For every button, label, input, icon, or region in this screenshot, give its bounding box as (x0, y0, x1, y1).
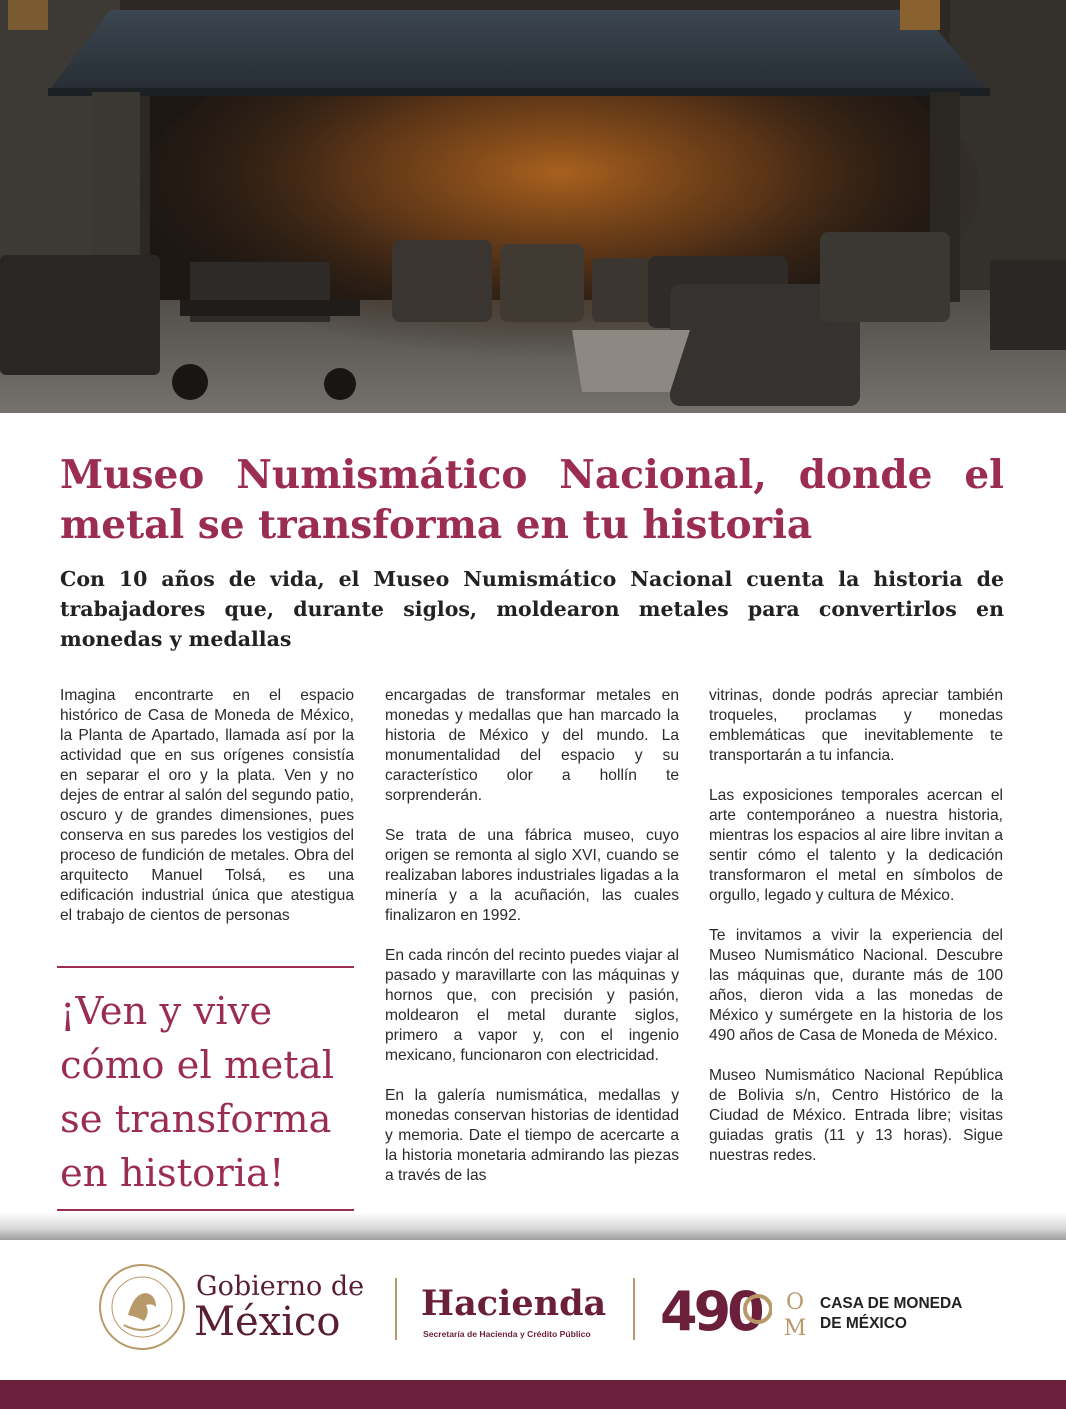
article-column-3 (709, 686, 1003, 1166)
casa-line-1: CASA DE MONEDA (820, 1295, 963, 1312)
divider-top (57, 966, 354, 968)
hero-photo (0, 0, 1066, 413)
paragraph: Imagina encontrarte en el espacio histórico de Casa de Moneda de México, la Planta de Apartado, llamada así por la actividad que en sus orígenes consistía en separar el oro y la plata. Ven y no dejes de entrar al salón del segundo patio, oscuro y de grandes dimensiones, pues conserva en sus paredes los vestigios del proceso de fundición de metales. Obra del arquitecto Manuel Tolsá, es una edificación industrial única que atestigua el trabajo de cientos de personas (60, 687, 354, 924)
paragraph: Se trata de una fábrica museo, cuyo origen se remonta al siglo XVI, cuando se realizaban labores industriales ligadas a la minería y a la acuñación, las cuales finalizaron en 1992. (385, 827, 679, 924)
anniversary-490-logo (660, 1276, 772, 1340)
paragraph: encargadas de transformar metales en monedas y medallas que han marcado la historia de México y del mundo. La monumentalidad del espacio y su característico olor a hollín te sorprenderán. (385, 687, 679, 804)
casa-de-moneda-logo (820, 1294, 962, 1334)
pull-quote: ¡Ven y vive cómo el metal se transforma en historia! (60, 989, 335, 1196)
logo-separator (633, 1278, 635, 1340)
paragraph: Te invitamos a vivir la experiencia del Museo Numismático Nacional. Descubre las máquinas que, durante más de 100 años, dieron vida a las monedas de México y sumérgete en la historia de los 490 años de Casa de Moneda de México. (709, 927, 1003, 1044)
paragraph: En cada rincón del recinto puedes viajar al pasado y maravillarte con las máquinas y hornos que, con precisión y pasión, moldearon el metal durante siglos, primero a vapor y, con el ingenio mexicano, funcionaron con electricidad. (385, 947, 679, 1064)
gobierno-logo-line2: México (194, 1299, 341, 1345)
logo-separator (395, 1278, 397, 1340)
paragraph: vitrinas, donde podrás apreciar también troqueles, proclamas y monedas emblemáticas que inevitablemente te transportarán a tu infancia. (709, 687, 1003, 764)
footer-bottom-bar (0, 1380, 1066, 1409)
divider-bottom (57, 1209, 354, 1211)
om-monogram-logo (780, 1284, 810, 1340)
paragraph: En la galería numismática, medallas y monedas conservan historias de identidad y memoria. Date el tiempo de acercarte a la historia monetaria admirando las piezas a través de las (385, 1087, 679, 1184)
article-column-1 (60, 686, 354, 926)
gobierno-logo-line1: Gobierno de (196, 1271, 365, 1302)
article-title: Museo Numismático Nacional, donde el metal se transforma en tu historia (60, 452, 1004, 548)
hacienda-logo-title: Hacienda (421, 1283, 607, 1324)
footer-fade (0, 1212, 1066, 1240)
om-monogram: O M (783, 1290, 807, 1340)
anniversary-number: 490 (660, 1280, 761, 1340)
casa-line-2: DE MÉXICO (820, 1315, 907, 1332)
hacienda-logo-subtitle: Secretaría de Hacienda y Crédito Público (423, 1329, 591, 1339)
paragraph: Las exposiciones temporales acercan el arte contemporáneo a nuestra historia, mientras los espacios al aire libre invitan a sentir cómo el talento y la dedicación transformaron el metal en símbolos de orgullo, legado y cultura de México. (709, 787, 1003, 904)
article-subtitle: Con 10 años de vida, el Museo Numismático Nacional cuenta la historia de trabajadores que, durante siglos, moldearon metales para convertirlos en monedas y medallas (60, 567, 1004, 651)
article-column-2 (385, 686, 679, 1186)
foundry-photo-icon (0, 0, 1066, 413)
address-paragraph: Museo Numismático Nacional República de Bolivia s/n, Centro Histórico de la Ciudad de México. Entrada libre; visitas guiadas gratis (11 y 13 horas). Sigue nuestras redes. (709, 1067, 1003, 1164)
mexico-seal-icon (98, 1263, 186, 1351)
